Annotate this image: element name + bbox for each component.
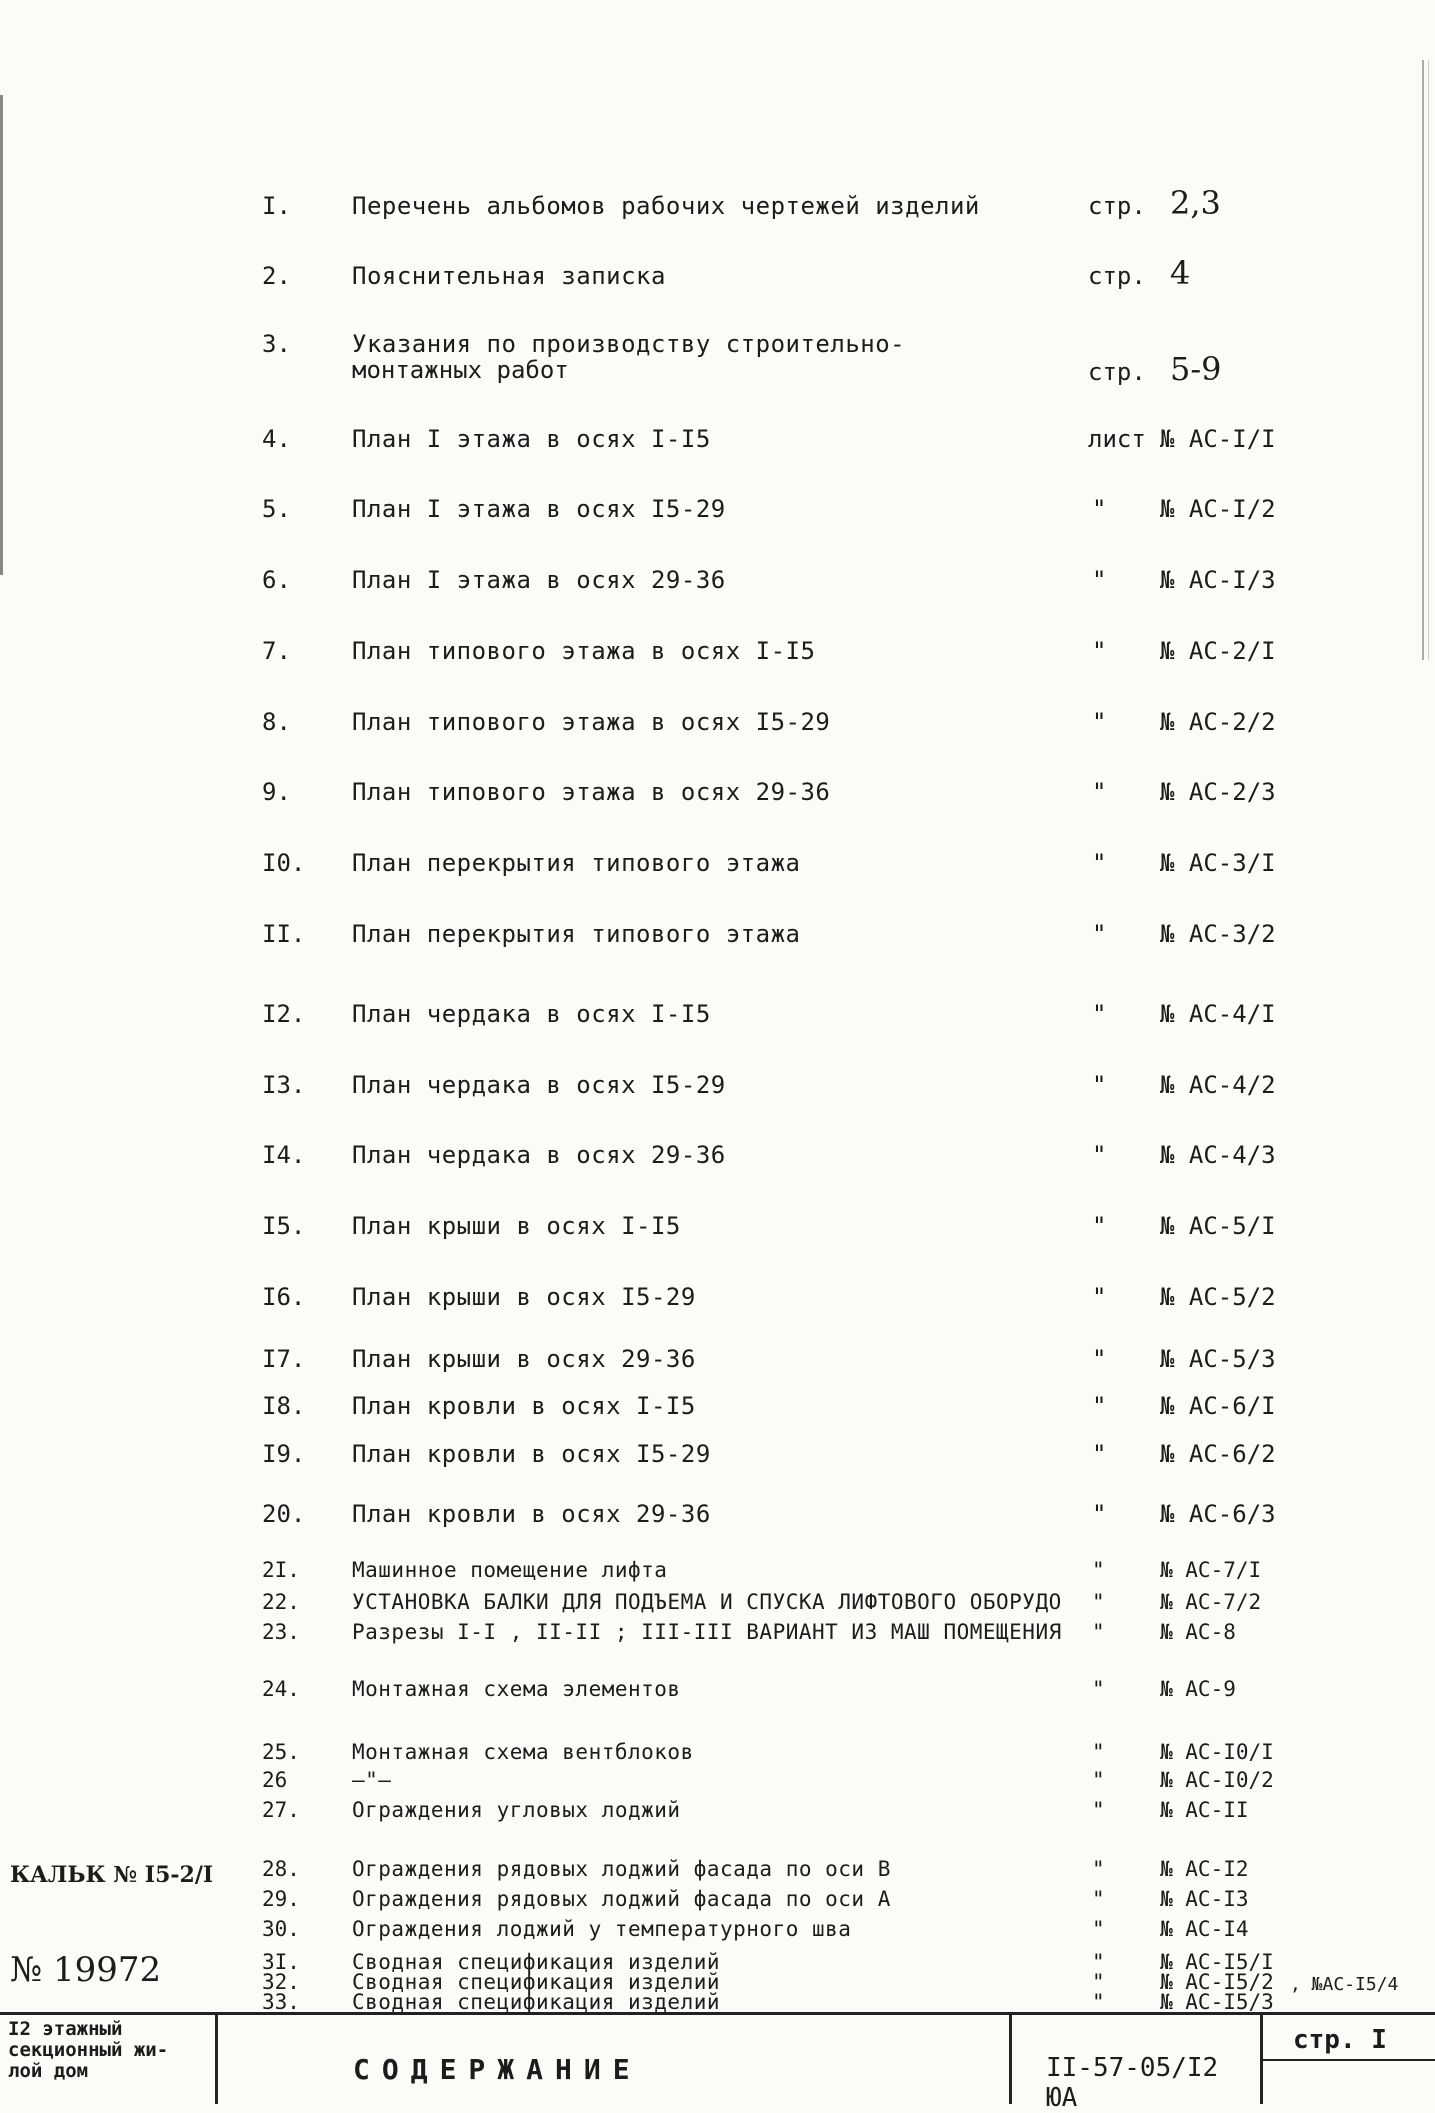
entry-number: 24. (262, 1677, 300, 1701)
entry-number: 3I. (262, 1950, 300, 1974)
entry-reference: № АС-I/I (1160, 425, 1276, 453)
entry-kind: стр. (1088, 192, 1146, 220)
entry-number: 7. (262, 637, 291, 665)
title-block-description: I2 этажный секционный жи- лой дом (0, 2015, 218, 2104)
entry-reference: № АС-I5/I (1160, 1950, 1274, 1974)
entry-number: I8. (262, 1392, 306, 1420)
entry-kind: " (1092, 1798, 1105, 1822)
entry-reference: № АС-4/3 (1160, 1141, 1276, 1169)
entry-title: План чердака в осях I5-29 (352, 1071, 726, 1099)
entry-number: 26 (262, 1768, 288, 1792)
entry-title: Монтажная схема вентблоков (352, 1740, 694, 1764)
entry-number: 3. (262, 330, 291, 358)
entry-title: Монтажная схема элементов (352, 1677, 681, 1701)
entry-title: План крыши в осях 29-36 (352, 1345, 696, 1373)
entry-title: Ограждения рядовых лоджий фасада по оси В (352, 1857, 891, 1881)
entry-reference: № АС-4/I (1160, 1000, 1276, 1028)
entry-reference: № АС-I0/2 (1160, 1768, 1274, 1792)
entry-reference: № АС-I5/3 (1160, 1990, 1274, 2014)
entry-kind: " (1092, 1500, 1107, 1528)
page-number: стр. I (1293, 2025, 1387, 2055)
entry-title: План типового этажа в осях 29-36 (352, 778, 831, 806)
entry-reference: № АС-3/2 (1160, 920, 1276, 948)
entry-number: 9. (262, 778, 291, 806)
entry-number: I2. (262, 1000, 306, 1028)
entry-kind: " (1092, 1950, 1105, 1974)
entry-title: План крыши в осях I5-29 (352, 1283, 696, 1311)
entry-number: 30. (262, 1917, 300, 1941)
entry-title: План I этажа в осях I-I5 (352, 425, 711, 453)
entry-number: I6. (262, 1283, 306, 1311)
extra-sheet-ref: , №АС-I5/4 (1290, 1974, 1399, 1995)
entry-reference: № АС-6/2 (1160, 1440, 1276, 1468)
entry-kind: " (1092, 1071, 1107, 1099)
entry-reference: № АС-5/I (1160, 1212, 1276, 1240)
entry-kind: " (1092, 1768, 1105, 1792)
entry-kind: " (1092, 778, 1107, 806)
entry-reference: № АС-9 (1160, 1677, 1236, 1701)
entry-title: Сводная спецификация изделий (352, 1970, 721, 1994)
entry-title: Сводная спецификация изделий (352, 1950, 721, 1974)
entry-number: I9. (262, 1440, 306, 1468)
entry-reference: № АС-5/2 (1160, 1283, 1276, 1311)
entry-kind: " (1092, 1440, 1107, 1468)
entry-kind: " (1092, 1345, 1107, 1373)
entry-title: Машинное помещение лифта (352, 1558, 668, 1582)
entry-reference: № АС-I4 (1160, 1917, 1249, 1941)
entry-number: 28. (262, 1857, 300, 1881)
document-title: СОДЕРЖАНИЕ (353, 2053, 642, 2086)
entry-title: План типового этажа в осях I-I5 (352, 637, 816, 665)
entry-kind: " (1092, 849, 1107, 877)
entry-number: 20. (262, 1500, 306, 1528)
entry-number: 23. (262, 1620, 300, 1644)
entry-reference: № АС-I/3 (1160, 566, 1276, 594)
entry-kind: " (1092, 708, 1107, 736)
entry-number: 33. (262, 1990, 300, 2014)
entry-title: План перекрытия типового этажа (352, 849, 801, 877)
entry-title: Перечень альбомов рабочих чертежей изделий (352, 192, 980, 220)
entry-reference: 2,3 (1170, 184, 1221, 222)
side-note: КАЛЬК № I5-2/I (10, 1862, 214, 1888)
entry-kind: " (1092, 1917, 1105, 1941)
entry-reference: № АС-I5/2 (1160, 1970, 1274, 1994)
entry-kind: " (1092, 1620, 1105, 1644)
entry-kind: " (1092, 1590, 1105, 1614)
entry-reference: № АС-4/2 (1160, 1071, 1276, 1099)
entry-number: I7. (262, 1345, 306, 1373)
entry-number: 32. (262, 1970, 300, 1994)
entry-title: План кровли в осях 29-36 (352, 1500, 711, 1528)
entry-number: 5. (262, 495, 291, 523)
entry-kind: " (1092, 1970, 1105, 1994)
entry-kind: " (1092, 1740, 1105, 1764)
entry-number: I5. (262, 1212, 306, 1240)
entry-number: I3. (262, 1071, 306, 1099)
entry-reference: № АС-5/3 (1160, 1345, 1276, 1373)
entry-reference: № АС-7/2 (1160, 1590, 1262, 1614)
entry-reference: № АС-I/2 (1160, 495, 1276, 523)
entry-kind: стр. (1088, 358, 1146, 386)
entry-title: План перекрытия типового этажа (352, 920, 801, 948)
page-cell-box (1263, 2015, 1435, 2061)
entry-reference: № АС-6/I (1160, 1392, 1276, 1420)
entry-kind: " (1092, 1990, 1105, 2014)
scan-edge-lines (1422, 60, 1429, 660)
entry-number: 27. (262, 1798, 300, 1822)
entry-kind: " (1092, 1677, 1105, 1701)
signature: № 19972 (10, 1950, 162, 1990)
entry-kind: " (1092, 1212, 1107, 1240)
entry-number: 2. (262, 262, 291, 290)
entry-title: План I этажа в осях 29-36 (352, 566, 726, 594)
title-block-title-cell (221, 2015, 1012, 2104)
entry-number: 8. (262, 708, 291, 736)
title-block-code-cell (1012, 2015, 1263, 2113)
entry-title: План кровли в осях I5-29 (352, 1440, 711, 1468)
entry-reference: № АС-7/I (1160, 1558, 1262, 1582)
entry-reference: № АС-II (1160, 1798, 1249, 1822)
entry-title: План I этажа в осях I5-29 (352, 495, 726, 523)
entry-reference: № АС-2/3 (1160, 778, 1276, 806)
entry-reference: № АС-2/I (1160, 637, 1276, 665)
entry-title-continuation: монтажных работ (352, 356, 569, 384)
entry-kind: " (1092, 1000, 1107, 1028)
entry-number: 2I. (262, 1558, 300, 1582)
entry-title: Ограждения рядовых лоджий фасада по оси А (352, 1887, 891, 1911)
entry-kind: " (1092, 1887, 1105, 1911)
entry-number: II. (262, 920, 306, 948)
entry-title: УСТАНОВКА БАЛКИ ДЛЯ ПОДЪЕМА И СПУСКА ЛИФТОВОГО ОБОРУДО (352, 1590, 1062, 1614)
entry-title: —"— (352, 1768, 392, 1792)
entry-title: Сводная спецификация изделий (352, 1990, 721, 2014)
entry-reference: № АС-I2 (1160, 1857, 1249, 1881)
entry-kind: " (1092, 1392, 1107, 1420)
entry-reference: № АС-8 (1160, 1620, 1236, 1644)
entry-kind: " (1092, 1558, 1105, 1582)
entry-number: 4. (262, 425, 291, 453)
entry-number: 22. (262, 1590, 300, 1614)
entry-reference: № АС-6/3 (1160, 1500, 1276, 1528)
entry-title: Пояснительная записка (352, 262, 666, 290)
entry-reference: 5-9 (1170, 350, 1222, 388)
entry-number: I4. (262, 1141, 306, 1169)
entry-title: Ограждения угловых лоджий (352, 1798, 681, 1822)
entry-title: План чердака в осях I-I5 (352, 1000, 711, 1028)
entry-title: План крыши в осях I-I5 (352, 1212, 681, 1240)
entry-kind: " (1092, 1857, 1105, 1881)
title-block (0, 2012, 1435, 2113)
entry-number: I. (262, 192, 291, 220)
entry-number: 6. (262, 566, 291, 594)
entry-kind: " (1092, 1141, 1107, 1169)
entry-kind: " (1092, 920, 1107, 948)
entry-kind: " (1092, 637, 1107, 665)
document-code: II-57-05/I2 ЮА (1046, 2053, 1219, 2113)
entry-kind: лист (1088, 425, 1146, 453)
entry-title: Ограждения лоджий у температурного шва (352, 1917, 852, 1941)
entry-kind: стр. (1088, 262, 1146, 290)
entry-title: План кровли в осях I-I5 (352, 1392, 696, 1420)
entry-kind: " (1092, 495, 1107, 523)
entry-number: 25. (262, 1740, 300, 1764)
entry-title: План чердака в осях 29-36 (352, 1141, 726, 1169)
entry-title: План типового этажа в осях I5-29 (352, 708, 831, 736)
entry-number: 29. (262, 1887, 300, 1911)
entry-reference: 4 (1170, 254, 1191, 292)
entry-number: I0. (262, 849, 306, 877)
entry-title: Указания по производству строительно- (352, 330, 906, 358)
entry-kind: " (1092, 566, 1107, 594)
entry-reference: № АС-I3 (1160, 1887, 1249, 1911)
scan-margin-line (0, 95, 3, 575)
title-block-page-cell (1263, 2015, 1435, 2104)
entry-reference: № АС-2/2 (1160, 708, 1276, 736)
entry-reference: № АС-3/I (1160, 849, 1276, 877)
entry-reference: № АС-I0/I (1160, 1740, 1274, 1764)
entry-kind: " (1092, 1283, 1107, 1311)
entry-title: Разрезы I-I , II-II ; III-III ВАРИАНТ ИЗ МАШ ПОМЕЩЕНИЯ (352, 1620, 1062, 1644)
